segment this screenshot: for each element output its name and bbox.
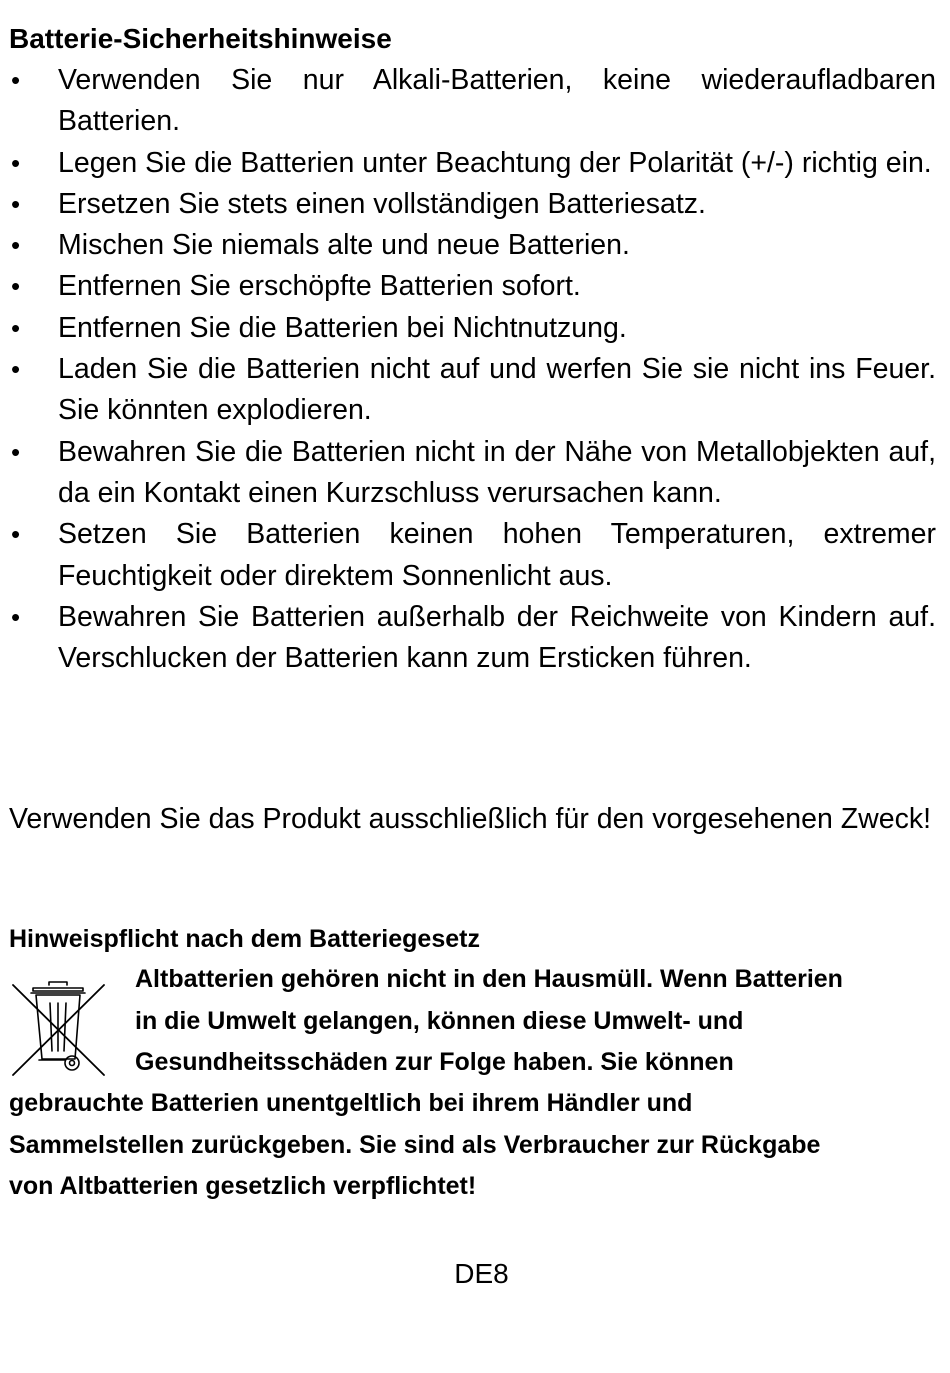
bullet-icon: • [11,354,21,385]
bullet-icon: • [11,65,21,95]
list-item-text: Verwenden Sie nur Alkali-Batterien, keine wiederaufladbaren Batterien. [58,64,936,138]
intended-use-note: Verwenden Sie das Produkt ausschließlich für den vorgesehenen Zweck! [9,803,932,835]
notice-line: von Altbatterien gesetzlich verpflichtet! [9,1172,477,1200]
bullet-icon: • [11,601,21,632]
list-item-text: Mischen Sie niemals alte und neue Batterien. [58,229,630,262]
list-item-text: Bewahren Sie Batterien außerhalb der Reichweite von Kindern auf. Verschlucken der Batterien kann zum Ersticken führen. [58,600,936,675]
list-item-text: Entfernen Sie die Batterien bei Nichtnutzung. [58,311,627,344]
bullet-icon: • [11,147,21,178]
list-item [9,349,936,432]
list-item [9,143,936,184]
bullet-icon: • [11,188,21,219]
list-item-text: Entfernen Sie erschöpfte Batterien sofort. [58,270,581,303]
crossed-out-wheelie-bin-icon [9,975,107,1079]
list-item-text: Bewahren Sie die Batterien nicht in der Nähe von Metallobjekten auf, da ein Kontakt einen Kurzschluss verursachen kann. [58,435,936,509]
bullet-icon: • [11,230,21,261]
list-item [9,308,936,349]
list-item [9,514,936,597]
bullet-icon: • [11,519,21,550]
notice-line: Altbatterien gehören nicht in den Hausmüll. Wenn Batterien [135,965,843,993]
bullet-icon: • [11,312,21,343]
page-number: DE8 [454,1258,509,1289]
notice-line: in die Umwelt gelangen, können diese Umwelt- und [135,1007,744,1035]
list-item [9,432,936,515]
notice-line: Sammelstellen zurückgeben. Sie sind als Verbraucher zur Rückgabe [9,1131,821,1159]
notice-line: Gesundheitsschäden zur Folge haben. Sie können [135,1048,734,1076]
list-item [9,597,936,680]
section-heading: Batterie-Sicherheitshinweise [9,23,392,54]
list-item-text: Laden Sie die Batterien nicht auf und werfen Sie sie nicht ins Feuer. Sie könnten explodieren. [58,353,936,427]
list-item-text: Setzen Sie Batterien keinen hohen Temperaturen, extremer Feuchtigkeit oder direktem Sonnenlicht aus. [58,518,936,592]
battery-safety-list [9,60,936,679]
bullet-icon: • [11,436,21,467]
list-item [9,60,936,143]
bullet-icon: • [11,271,21,302]
list-item-text: Legen Sie die Batterien unter Beachtung der Polarität (+/-) richtig ein. [58,146,932,179]
notice-line: gebrauchte Batterien unentgeltlich bei ihrem Händler und [9,1089,693,1117]
battery-law-title: Hinweispflicht nach dem Batteriegesetz [9,925,480,953]
list-item [9,184,936,225]
list-item-text: Ersetzen Sie stets einen vollständigen Batteriesatz. [58,187,706,220]
list-item [9,266,936,307]
list-item [9,225,936,266]
